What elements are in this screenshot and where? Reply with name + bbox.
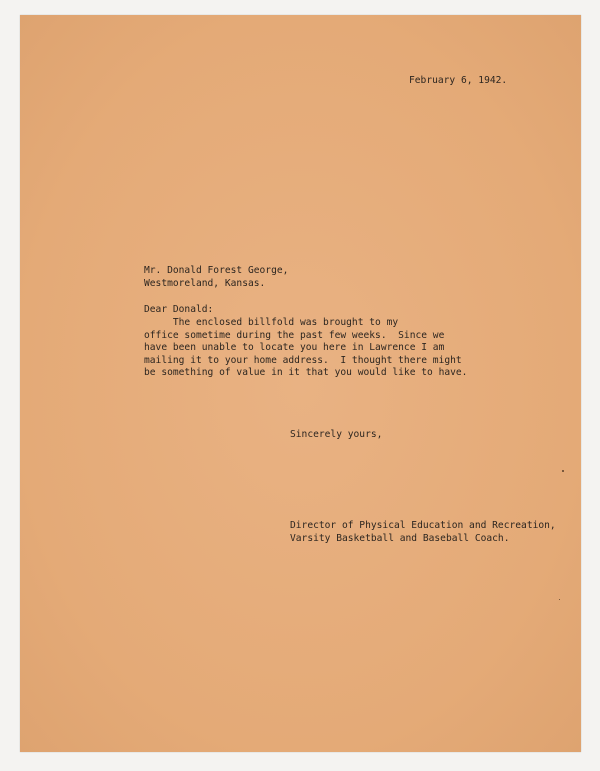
letter-page <box>20 15 581 752</box>
paper-speck <box>562 470 564 472</box>
body-line: have been unable to locate you here in Lawrence I am <box>144 342 445 354</box>
recipient-address <box>144 265 288 290</box>
paper-speck <box>559 599 560 600</box>
complimentary-closing: Sincerely yours, <box>290 429 383 440</box>
signature-title-1: Director of Physical Education and Recreation, <box>290 520 556 531</box>
recipient-name: Mr. Donald Forest George, <box>144 265 289 276</box>
salutation: Dear Donald: <box>144 304 214 315</box>
body-line: office sometime during the past few weeks. Since we <box>144 329 445 341</box>
body-line: The enclosed billfold was brought to my <box>144 317 399 328</box>
letter-body <box>144 317 467 380</box>
signature-title-2: Varsity Basketball and Baseball Coach. <box>290 532 510 544</box>
recipient-place: Westmoreland, Kansas. <box>144 277 266 289</box>
body-line: mailing it to your home address. I thought there might <box>144 354 462 366</box>
signature-block <box>290 520 556 545</box>
letter-date: February 6, 1942. <box>409 75 508 86</box>
body-line: be something of value in it that you would like to have. <box>144 367 468 379</box>
